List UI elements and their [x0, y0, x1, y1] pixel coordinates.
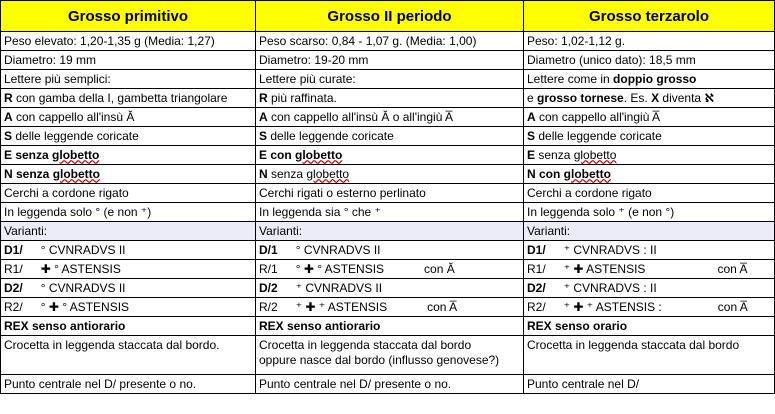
variants-row: [1, 222, 775, 241]
weight-cell: Peso elevato: 1,20-1,35 g (Media: 1,27): [1, 32, 256, 51]
variants-label: Varianti:: [1, 222, 256, 241]
cell-text: con cappello all'insù Ă: [12, 109, 135, 124]
variant-code: R/1: [259, 261, 278, 276]
cell-text: delle leggende coricate: [535, 128, 662, 143]
r-letter-cell: [524, 89, 775, 108]
header-grosso-primitivo: Grosso primitivo: [1, 1, 256, 32]
cell-underlined-text: globetto: [52, 147, 100, 162]
variant-note: con Ă: [424, 261, 455, 276]
circles-cell: Cerchi a cordone rigato: [1, 184, 256, 203]
letter-r: R: [4, 90, 13, 105]
d2-row: [1, 279, 775, 298]
d1-row: [1, 241, 775, 260]
variant-cell: [524, 298, 775, 317]
cell-text: E con: [259, 147, 296, 162]
cell-text: N senza: [4, 166, 53, 181]
legend-cell: In leggenda solo ⁺ (e non °): [524, 203, 775, 222]
center-point-cell: Punto centrale nel D/ presente o no.: [256, 375, 524, 394]
variant-note: con A̅: [427, 299, 458, 314]
center-point-cell: Punto centrale nel D/: [524, 375, 775, 394]
cross-line-1: Crocetta in leggenda staccata dal bordo: [259, 338, 472, 352]
e-letter-cell: [524, 146, 775, 165]
letters-row: [1, 70, 775, 89]
legend-cell: In leggenda sia ° che ⁺: [256, 203, 524, 222]
diameter-cell: Diametro: 19 mm: [1, 51, 256, 70]
circles-cell: Cerchi rigati o esterno perlinato: [256, 184, 524, 203]
variant-note: con A̅: [717, 299, 748, 314]
circles-cell: Cerchi a cordone rigato: [524, 184, 775, 203]
letter-n: N: [259, 166, 268, 181]
letter-s: S: [259, 128, 268, 143]
variants-label: Varianti:: [256, 222, 524, 241]
variant-code: R1/: [4, 261, 23, 276]
variant-legend: ⁺ ✚ ⁺ ASTENSIS :: [563, 299, 662, 314]
r-letter-row: [1, 89, 775, 108]
variant-cell: [256, 241, 524, 260]
cell-text: senza: [267, 166, 307, 181]
s-letter-cell: [1, 127, 256, 146]
center-point-cell: Punto centrale nel D/ presente o no.: [1, 375, 256, 394]
cell-underlined-text: globetto: [563, 166, 611, 181]
cell-text: N con: [527, 166, 564, 181]
cell-underlined-text: globetto: [52, 166, 101, 181]
variant-cell: [1, 260, 256, 279]
variant-cell: [1, 298, 256, 317]
variant-cell: [524, 279, 775, 298]
center-point-row: [1, 375, 775, 394]
cross-cell: Crocetta in leggenda staccata dal bordo: [524, 336, 775, 375]
variant-cell: [1, 241, 256, 260]
letter-x: X: [651, 90, 660, 105]
variant-legend: ⁺ ✚ ASTENSIS: [563, 261, 646, 276]
variant-note: con A̅: [717, 261, 748, 276]
n-letter-cell: [1, 165, 256, 184]
letter-a: A: [4, 109, 13, 124]
cross-cell: [256, 336, 524, 375]
circles-row: [1, 184, 775, 203]
s-letter-cell: [256, 127, 524, 146]
variant-code: R/2: [259, 299, 278, 314]
cell-text: senza: [535, 147, 574, 162]
variant-code: D/2: [259, 280, 278, 295]
variant-legend: ° ✚ ° ASTENSIS: [40, 299, 130, 314]
glyph-symbol: ℵ: [704, 90, 714, 105]
variant-code: R2/: [4, 299, 23, 314]
variant-code: D2/: [527, 280, 546, 295]
variant-cell: [1, 279, 256, 298]
header-row: [1, 1, 775, 32]
s-letter-cell: [524, 127, 775, 146]
variant-code: D1/: [527, 242, 546, 257]
variant-cell: [256, 298, 524, 317]
cell-underlined-text: globetto: [295, 147, 343, 162]
variant-cell: [256, 260, 524, 279]
variant-code: R2/: [527, 299, 546, 314]
weight-cell: Peso: 1,02-1,12 g.: [524, 32, 775, 51]
letter-s: S: [527, 128, 536, 143]
header-grosso-ii-periodo: Grosso II periodo: [256, 1, 524, 32]
a-letter-cell: [1, 108, 256, 127]
letter-s: S: [4, 128, 13, 143]
variant-legend: ✚ ° ASTENSIS: [40, 261, 121, 276]
variant-cell: [524, 241, 775, 260]
r-letter-cell: [256, 89, 524, 108]
variant-code: D1/: [4, 242, 23, 257]
cell-bold-text: doppio grosso: [613, 71, 697, 86]
weight-row: [1, 32, 775, 51]
r-letter-cell: [1, 89, 256, 108]
rex-cell: REX senso antiorario: [1, 317, 256, 336]
variant-code: R1/: [527, 261, 546, 276]
cell-text: . Es.: [623, 90, 652, 105]
cell-text: diventa: [659, 90, 705, 105]
cell-bold-text: grosso tornese: [537, 90, 624, 105]
cell-underlined-text: globetto: [573, 147, 617, 162]
cell-text: E senza: [4, 147, 53, 162]
variant-legend: ⁺ ✚ ⁺ ASTENSIS: [295, 299, 388, 314]
variant-legend: ⁺ CVNRADVS II: [295, 280, 383, 295]
cross-cell: Crocetta in leggenda staccata dal bordo.: [1, 336, 256, 375]
variant-code: D2/: [4, 280, 23, 295]
e-letter-cell: [1, 146, 256, 165]
rex-cell: REX senso orario: [524, 317, 775, 336]
variant-legend: ⁺ CVNRADVS : II: [563, 280, 657, 295]
diameter-cell: Diametro (unico dato): 18,5 mm: [524, 51, 775, 70]
letters-cell: [524, 70, 775, 89]
variant-legend: ° CVNRADVS II: [40, 242, 126, 257]
letter-a: A: [259, 109, 268, 124]
letters-cell: Lettere più curate:: [256, 70, 524, 89]
variant-legend: ° CVNRADVS II: [295, 242, 381, 257]
legend-row: [1, 203, 775, 222]
s-letter-row: [1, 127, 775, 146]
header-grosso-terzarolo: Grosso terzarolo: [524, 1, 775, 32]
variant-cell: [524, 260, 775, 279]
n-letter-row: [1, 165, 775, 184]
weight-cell: Peso scarso: 0,84 - 1,07 g. (Media: 1,00): [256, 32, 524, 51]
a-letter-cell: [524, 108, 775, 127]
variant-legend: ⁺ CVNRADVS : II: [563, 242, 657, 257]
cell-text: con cappello all'ingiù A̅: [535, 109, 661, 124]
diameter-row: [1, 51, 775, 70]
variant-code: D/1: [259, 242, 278, 257]
rex-cell: REX senso antiorario: [256, 317, 524, 336]
r1-row: [1, 260, 775, 279]
rex-row: [1, 317, 775, 336]
variant-legend: ° CVNRADVS II: [40, 280, 126, 295]
cell-text: più raffinata.: [267, 90, 337, 105]
cross-row: [1, 336, 775, 375]
cell-text: e: [527, 90, 538, 105]
variant-legend: ° ✚ ° ASTENSIS: [295, 261, 385, 276]
cell-underlined-text: globetto: [306, 166, 350, 181]
variants-label: Varianti:: [524, 222, 775, 241]
letter-r: R: [259, 90, 268, 105]
cell-text: con cappello all'insù Ă o all'ingiù A̅: [267, 109, 454, 124]
a-letter-cell: [256, 108, 524, 127]
letter-a: A: [527, 109, 536, 124]
e-letter-row: [1, 146, 775, 165]
variant-cell: [256, 279, 524, 298]
cross-line-2: oppure nasce dal bordo (influsso genovese?): [259, 353, 500, 367]
letter-e: E: [527, 147, 536, 162]
n-letter-cell: [256, 165, 524, 184]
cell-text: delle leggende coricate: [267, 128, 394, 143]
e-letter-cell: [256, 146, 524, 165]
cell-text: Lettere come in: [527, 71, 614, 86]
letters-cell: Lettere più semplici:: [1, 70, 256, 89]
a-letter-row: [1, 108, 775, 127]
r2-row: [1, 298, 775, 317]
cell-text: delle leggende coricate: [12, 128, 139, 143]
n-letter-cell: [524, 165, 775, 184]
legend-cell: In leggenda solo ° (e non ⁺): [1, 203, 256, 222]
cell-text: con gamba della I, gambetta triangolare: [12, 90, 228, 105]
diameter-cell: Diametro: 19-20 mm: [256, 51, 524, 70]
